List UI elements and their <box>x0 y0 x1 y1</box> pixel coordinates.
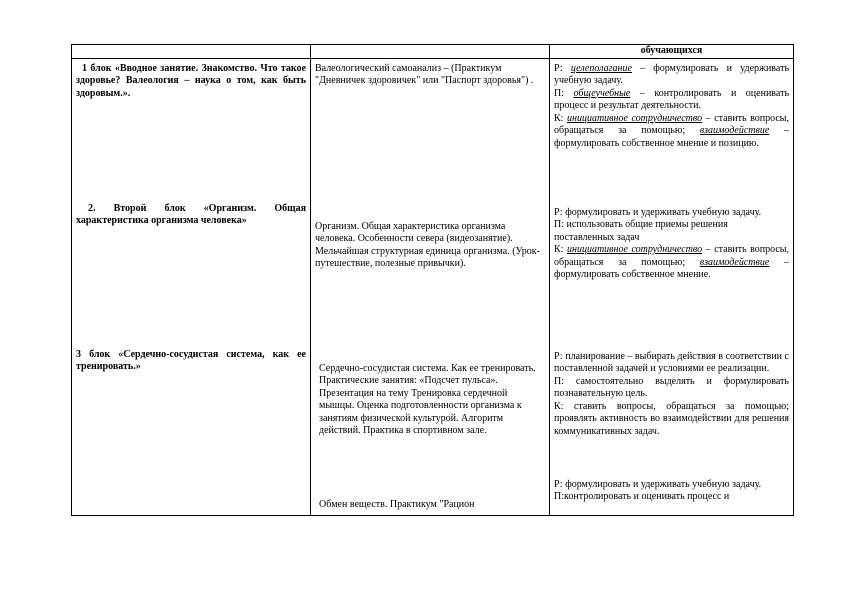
communicative-item <box>554 113 789 151</box>
regulative-item: Р: планирование – выбирать действия в соответствии с поставленной задачей и условиями ее реализации. <box>554 350 789 374</box>
interaction-text: – формулировать собственное мнение и позицию. <box>554 125 789 149</box>
communicative-item: К: ставить вопросы, обращаться за помощью; проявлять активность во взаимодействии для решения коммуникативных задач. <box>554 400 789 437</box>
header-cell-2 <box>311 45 550 59</box>
cognitive-term: общеучебные <box>573 87 631 99</box>
lesson-plan-table <box>71 44 794 516</box>
regulative-prefix: Р: <box>554 62 563 74</box>
cognitive-item: П: использовать общие приемы решения поставленных задач <box>554 219 728 243</box>
header-cell-students: обучающихся <box>550 45 794 59</box>
block-3-title: 3 блок «Сердечно-сосудистая система, как ее тренировать.» <box>76 348 306 372</box>
communicative-term: инициативное сотрудничество <box>567 112 703 124</box>
interaction-term: взаимодействие <box>699 125 770 136</box>
cognitive-item <box>554 88 789 113</box>
uud-block-3 <box>554 351 789 439</box>
uud-block-4 <box>554 479 789 504</box>
learning-activities-column <box>550 58 794 515</box>
communicative-text: – ставить вопросы, обращаться за помощью; <box>554 244 790 268</box>
activities-column <box>311 58 550 515</box>
cognitive-item: П: самостоятельно выделять и формулировать познавательную цель. <box>554 375 789 399</box>
blocks-column <box>72 58 311 515</box>
block-2-title: 2. Второй блок «Организм. Общая характеристика организма человека» <box>76 202 306 226</box>
regulative-term: целеполагание <box>570 62 632 74</box>
regulative-item: Р: формулировать и удерживать учебную задачу. <box>554 478 762 490</box>
cognitive-item: П:контролировать и оценивать процесс и <box>554 491 730 502</box>
activity-4: Обмен веществ. Практикум "Рацион <box>319 498 475 510</box>
interaction-text: – формулировать собственное мнение. <box>554 256 789 280</box>
activity-3: Сердечно-сосудистая система. Как ее тренировать. Практические занятия: «Подсчет пульса». Презентация на тему Тренировка сердечной мышцы. Оценка подготовленности организма к занятиям физической культурой. Алгоритм действий. Практика в спортивном зале. <box>319 362 536 436</box>
table-body-row <box>72 58 794 515</box>
table-header-row <box>72 45 794 59</box>
cognitive-text: – контролировать и оценивать процесс и результат деятельности. <box>554 87 789 111</box>
activity-1: Валеологический самоанализ – (Практикум "Дневничек здоровичек" или "Паспорт здоровья") . <box>315 62 534 86</box>
cognitive-prefix: П: <box>554 87 564 99</box>
interaction-term: взаимодействие <box>699 256 770 268</box>
communicative-item <box>554 244 789 282</box>
regulative-text: – формулировать и удерживать учебную задачу. <box>554 62 789 86</box>
communicative-term: инициативное сотрудничество <box>567 244 703 255</box>
uud-block-2 <box>554 207 789 282</box>
activity-2: Организм. Общая характеристика организма человека. Особенности севера (видеозанятие). Мельчайшая структурная единица организма. (Урок-путешествие, полезные привычки). <box>315 220 540 269</box>
block-1-title: 1 блок «Вводное занятие. Знакомство. Что такое здоровье? Валеология – наука о том, как быть здоровым.». <box>76 62 306 99</box>
communicative-prefix: К: <box>554 244 564 255</box>
uud-block-1 <box>554 63 789 151</box>
header-cell-1 <box>72 45 311 59</box>
regulative-item <box>554 63 789 88</box>
communicative-prefix: К: <box>554 112 564 124</box>
regulative-item: Р: формулировать и удерживать учебную задачу. <box>554 206 762 218</box>
communicative-text: – ставить вопросы, обращаться за помощью; <box>554 112 790 136</box>
